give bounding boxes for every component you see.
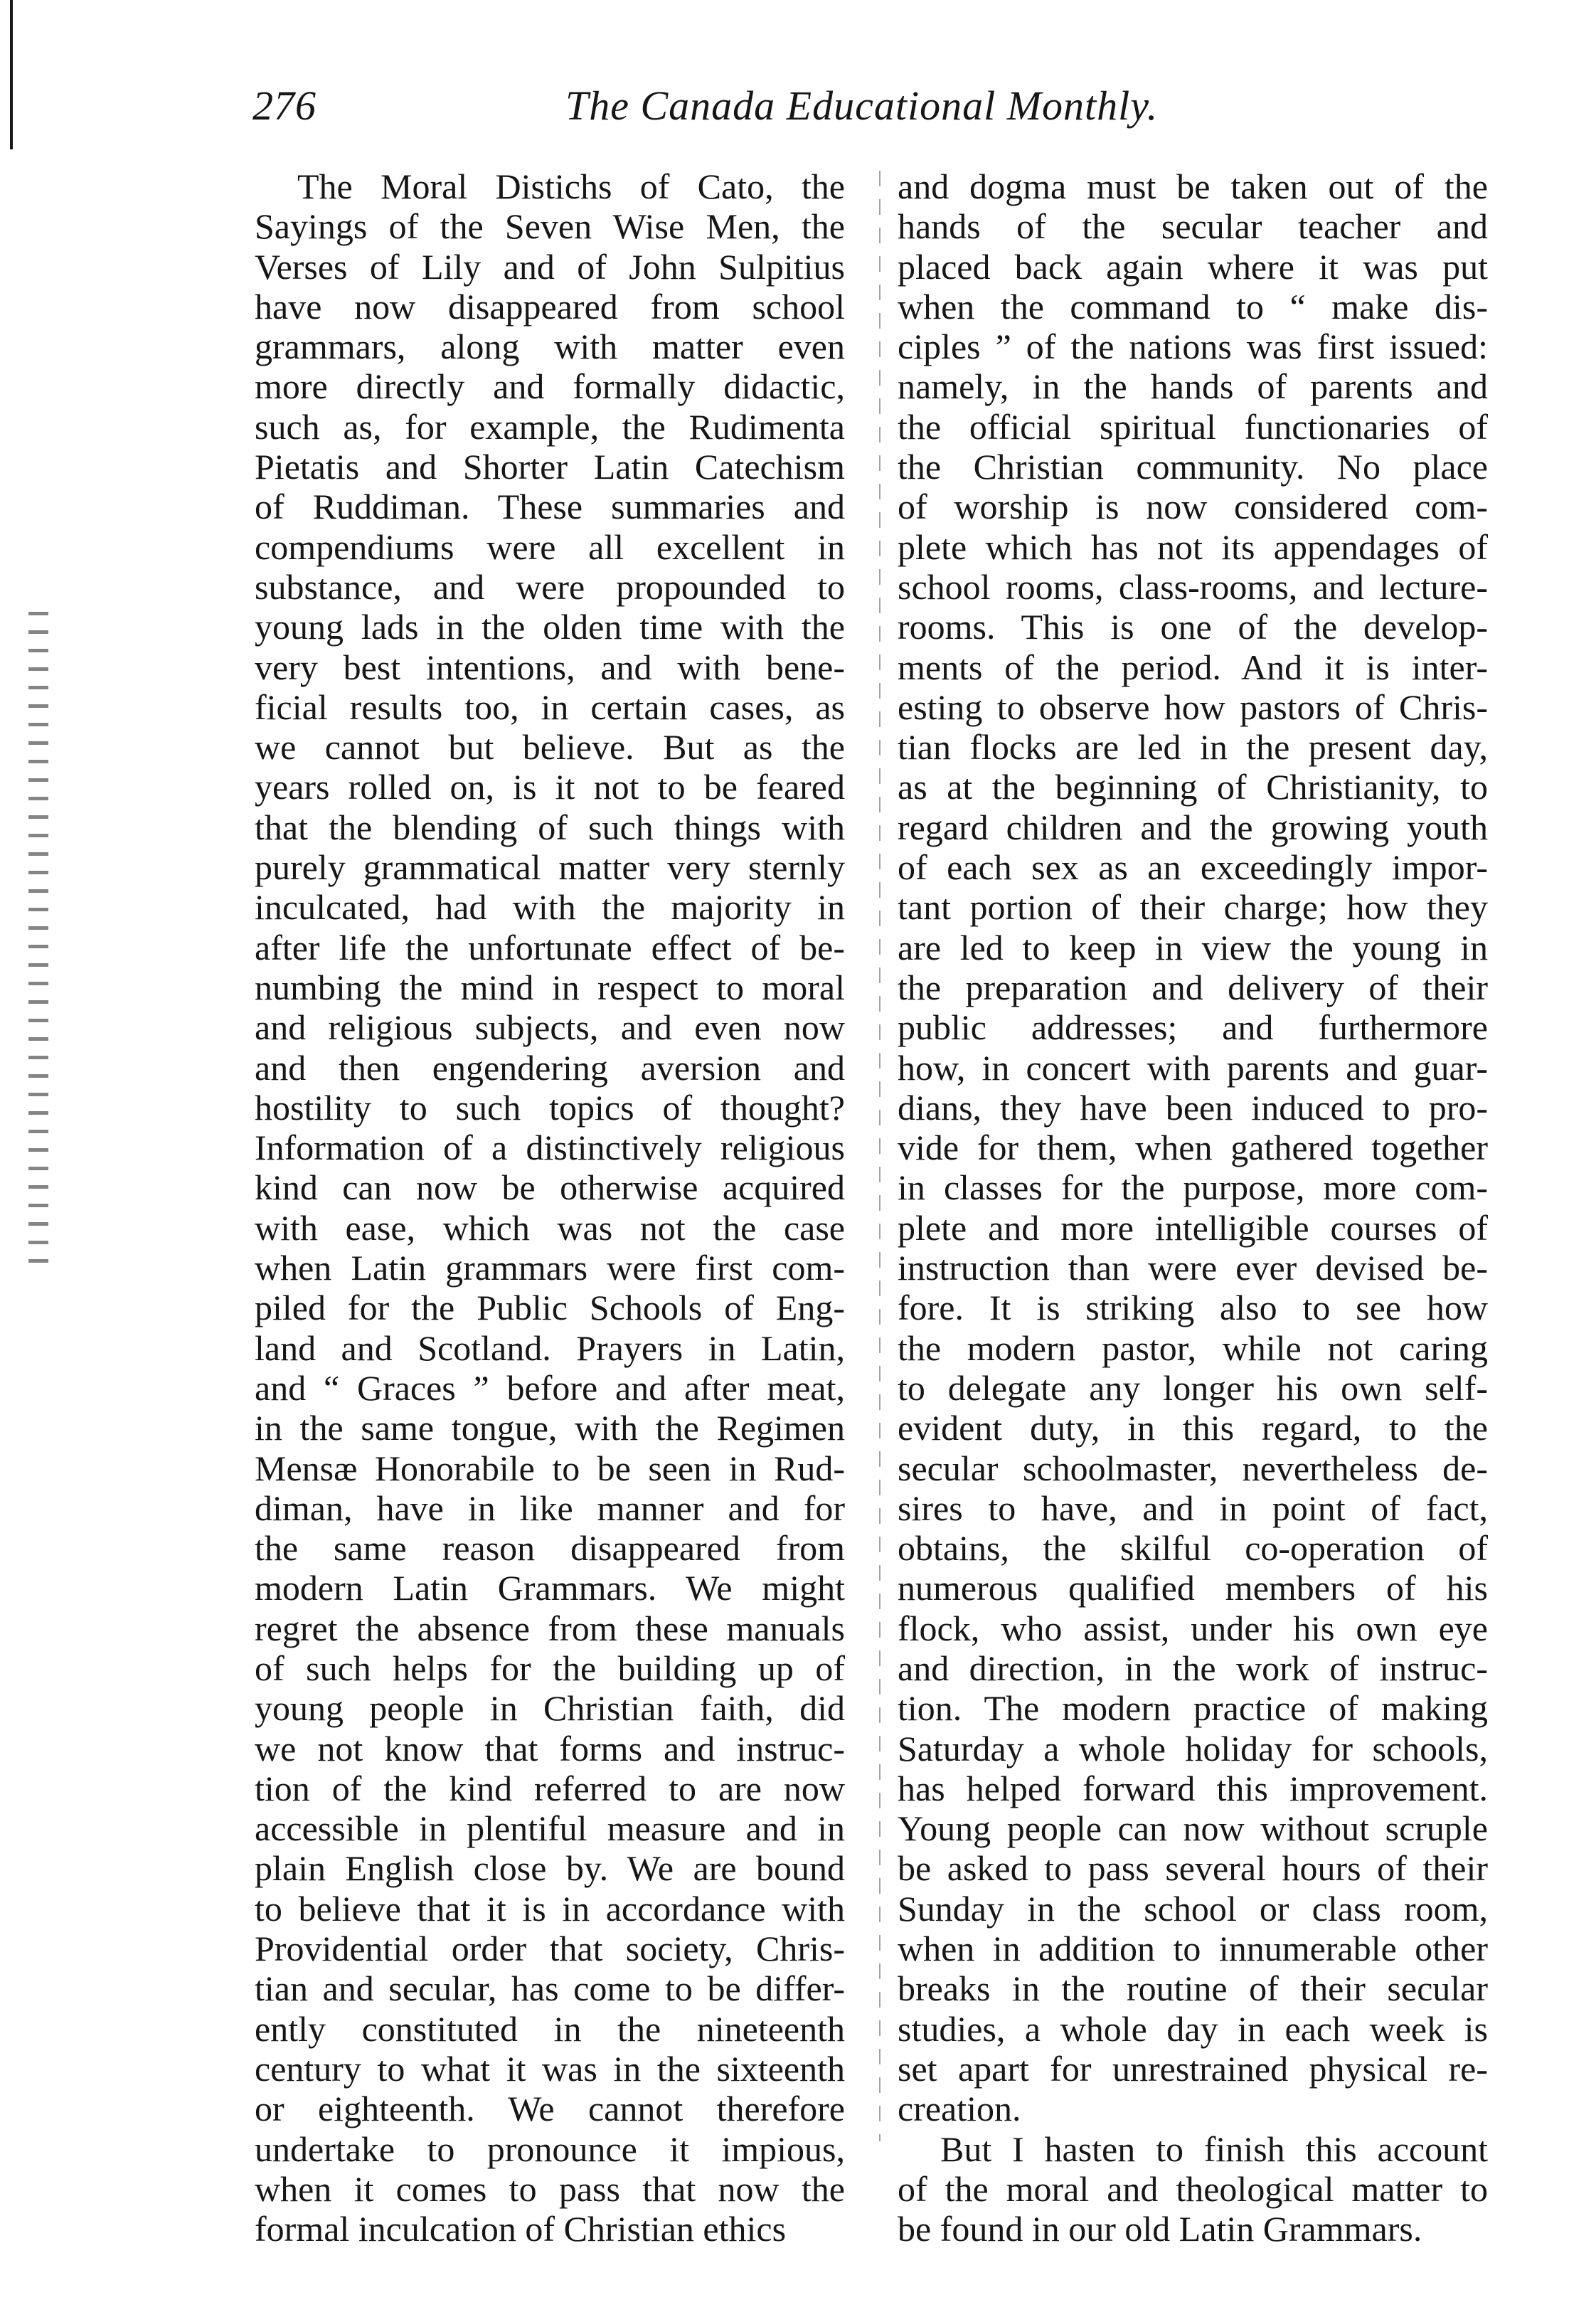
text-line: Mensæ Honorabile to be seen in Rud- — [255, 1448, 845, 1488]
text-line: vide for them, when gathered together — [898, 1128, 1488, 1168]
text-line: plain English close by. We are bound — [255, 1848, 845, 1889]
text-line: placed back again where it was put — [898, 246, 1488, 287]
text-line: dians, they have been induced to pro- — [898, 1087, 1488, 1128]
text-line: of such helps for the building up of — [255, 1648, 845, 1688]
text-line: creation. — [898, 2089, 1021, 2129]
text-line: instruction than were ever devised be- — [898, 1248, 1488, 1288]
text-line: inculcated, had with the majority in — [255, 887, 845, 928]
text-line: accessible in plentiful measure and in — [255, 1808, 845, 1849]
text-line: and then engendering aversion and — [255, 1047, 845, 1088]
text-line: tian and secular, has come to be differ- — [255, 1968, 845, 2009]
text-line: very best intentions, and with bene- — [255, 647, 845, 687]
text-line: the same reason disappeared from — [255, 1528, 845, 1569]
text-line: the preparation and delivery of their — [898, 967, 1488, 1007]
text-line: such as, for example, the Rudimenta — [255, 406, 845, 447]
text-line: substance, and were propounded to — [255, 566, 845, 607]
text-line: young lads in the olden time with the — [255, 607, 845, 647]
text-line: tion of the kind referred to are now — [255, 1768, 845, 1808]
text-line: of each sex as an exceedingly impor- — [898, 847, 1488, 888]
text-line: when Latin grammars were first com- — [255, 1248, 845, 1288]
text-line: in classes for the purpose, more com- — [898, 1167, 1488, 1208]
text-line: how, in concert with parents and guar- — [898, 1047, 1488, 1088]
text-line: to believe that it is in accordance with — [255, 1888, 845, 1929]
page-header — [252, 75, 1483, 139]
text-line: or eighteenth. We cannot therefore — [255, 2089, 845, 2129]
text-line: more directly and formally didactic, — [255, 366, 845, 407]
text-line: the Christian community. No place — [898, 447, 1488, 487]
text-line: flock, who assist, under his own eye — [898, 1608, 1488, 1648]
text-line: we cannot but believe. But as the — [255, 727, 845, 768]
text-line: rooms. This is one of the develop- — [898, 607, 1488, 647]
text-line: are led to keep in view the young in — [898, 927, 1488, 967]
margin-specks — [28, 612, 48, 1266]
text-line: piled for the Public Schools of Eng- — [255, 1288, 845, 1328]
text-line: young people in Christian faith, did — [255, 1688, 845, 1729]
text-line: ments of the period. And it is inter- — [898, 647, 1488, 687]
text-line: diman, have in like manner and for — [255, 1488, 845, 1528]
text-line: when in addition to innumerable other — [898, 1929, 1488, 1969]
text-line: Verses of Lily and of John Sulpitius — [255, 246, 845, 287]
text-line: and religious subjects, and even now — [255, 1007, 845, 1048]
text-line: the official spiritual functionaries of — [898, 406, 1488, 447]
text-line: Saturday a whole holiday for schools, — [898, 1728, 1488, 1769]
text-line: regard children and the growing youth — [898, 807, 1488, 847]
text-line: of Ruddiman. These summaries and — [255, 487, 845, 527]
text-line: Pietatis and Shorter Latin Catechism — [255, 447, 845, 487]
text-line: studies, a whole day in each week is — [898, 2008, 1488, 2049]
text-line: hands of the secular teacher and — [898, 206, 1488, 247]
text-line: tian flocks are led in the present day, — [898, 727, 1488, 768]
text-line: after life the unfortunate effect of be- — [255, 927, 845, 967]
text-line: tion. The modern practice of making — [898, 1688, 1488, 1729]
text-line: kind can now be otherwise acquired — [255, 1167, 845, 1208]
page-number: 276 — [252, 83, 316, 129]
text-line: modern Latin Grammars. We might — [255, 1568, 845, 1608]
text-line: with ease, which was not the case — [255, 1207, 845, 1248]
text-line: Sunday in the school or class room, — [898, 1888, 1488, 1929]
text-line: be asked to pass several hours of their — [898, 1848, 1488, 1889]
text-line: tant portion of their charge; how they — [898, 887, 1488, 928]
text-line: land and Scotland. Prayers in Latin, — [255, 1327, 845, 1368]
text-line: numerous qualified members of his — [898, 1568, 1488, 1608]
text-line: plete and more intelligible courses of — [898, 1207, 1488, 1248]
text-line: in the same tongue, with the Regimen — [255, 1408, 845, 1448]
text-line: fore. It is striking also to see how — [898, 1288, 1488, 1328]
text-line: The Moral Distichs of Cato, the — [297, 166, 845, 206]
text-line: have now disappeared from school — [255, 286, 845, 327]
text-line: undertake to pronounce it impious, — [255, 2128, 845, 2169]
text-line: formal inculcation of Christian ethics — [255, 2209, 787, 2249]
text-line: ently constituted in the nineteenth — [255, 2008, 845, 2049]
text-line: when the command to “ make dis- — [898, 286, 1488, 327]
text-line: purely grammatical matter very sternly — [255, 847, 845, 888]
text-line: esting to observe how pastors of Chris- — [898, 686, 1488, 727]
text-line: years rolled on, is it not to be feared — [255, 767, 845, 807]
text-line: plete which has not its appendages of — [898, 526, 1488, 567]
text-line: set apart for unrestrained physical re- — [898, 2048, 1488, 2089]
text-line: Information of a distinctively religious — [255, 1128, 845, 1168]
text-line: evident duty, in this regard, to the — [898, 1408, 1488, 1448]
binding-edge-mark — [10, 0, 13, 149]
text-line: the modern pastor, while not caring — [898, 1327, 1488, 1368]
text-line: grammars, along with matter even — [255, 327, 845, 367]
text-line: ciples ” of the nations was first issued: — [898, 327, 1488, 367]
text-line: century to what it was in the sixteenth — [255, 2048, 845, 2089]
text-line: secular schoolmaster, nevertheless de- — [898, 1448, 1488, 1488]
text-line: that the blending of such things with — [255, 807, 845, 847]
text-line: Young people can now without scruple — [898, 1808, 1488, 1849]
text-line: regret the absence from these manuals — [255, 1608, 845, 1648]
text-line: and direction, in the work of instruc- — [898, 1648, 1488, 1688]
text-line: and dogma must be taken out of the — [898, 166, 1488, 206]
text-line: to delegate any longer his own self- — [898, 1367, 1488, 1408]
text-line: and “ Graces ” before and after meat, — [255, 1367, 845, 1408]
right-text-column — [898, 166, 1488, 2249]
text-line: hostility to such topics of thought? — [255, 1087, 845, 1128]
text-line: numbing the mind in respect to moral — [255, 967, 845, 1007]
text-line: namely, in the hands of parents and — [898, 366, 1488, 407]
text-line: of worship is now considered com- — [898, 487, 1488, 527]
text-line: of the moral and theological matter to — [898, 2168, 1488, 2209]
text-line: sires to have, and in point of fact, — [898, 1488, 1488, 1528]
text-line: obtains, the skilful co-operation of — [898, 1528, 1488, 1569]
text-line: we not know that forms and instruc- — [255, 1728, 845, 1769]
text-line: as at the beginning of Christianity, to — [898, 767, 1488, 807]
text-line: be found in our old Latin Grammars. — [898, 2209, 1422, 2249]
text-line: school rooms, class-rooms, and lecture- — [898, 566, 1488, 607]
text-line: ficial results too, in certain cases, as — [255, 686, 845, 727]
left-text-column — [255, 166, 845, 2249]
running-title: The Canada Educational Monthly. — [565, 83, 1159, 129]
column-divider — [879, 171, 881, 2141]
text-line: Sayings of the Seven Wise Men, the — [255, 206, 845, 247]
text-line: compendiums were all excellent in — [255, 526, 845, 567]
text-line: But I hasten to finish this account — [940, 2128, 1488, 2169]
text-line: when it comes to pass that now the — [255, 2168, 845, 2209]
text-line: public addresses; and furthermore — [898, 1007, 1488, 1048]
text-line: has helped forward this improvement. — [898, 1768, 1488, 1808]
text-line: Providential order that society, Chris- — [255, 1929, 845, 1969]
text-line: breaks in the routine of their secular — [898, 1968, 1488, 2009]
